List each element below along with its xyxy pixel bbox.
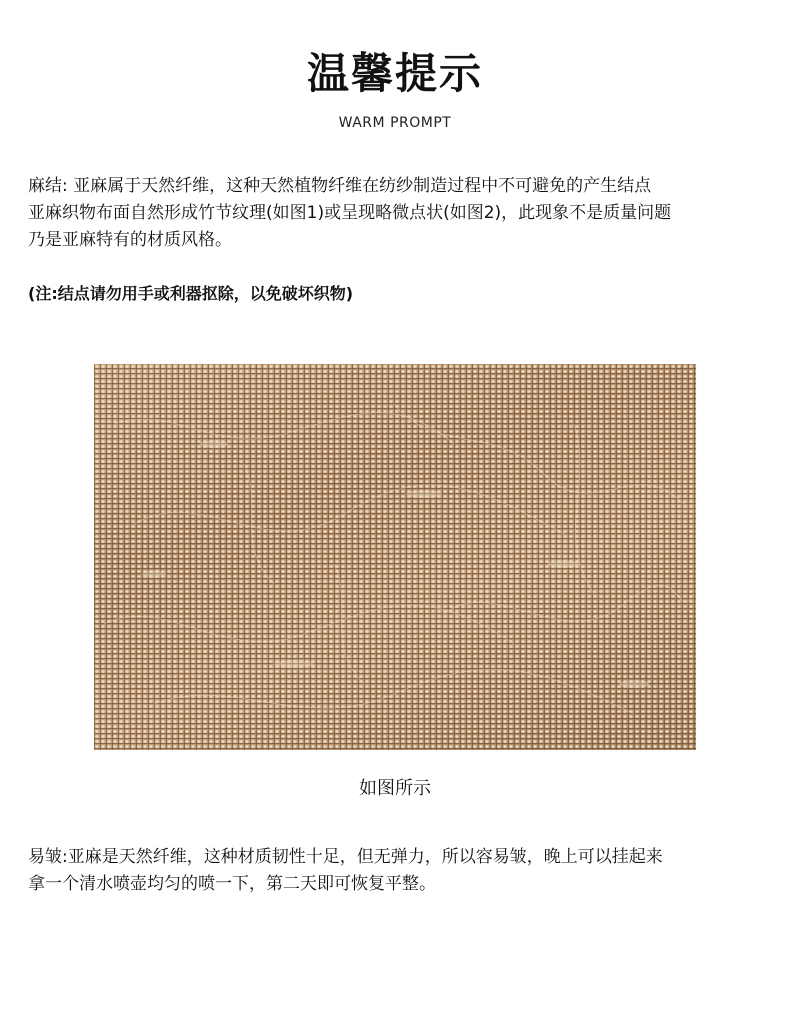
- loose-fiber: [444, 585, 694, 621]
- image-caption: 如图所示: [359, 778, 431, 799]
- loose-fiber: [114, 413, 454, 444]
- wrinkle-description: [28, 844, 768, 898]
- page-subtitle: WARM PROMPT: [338, 115, 452, 131]
- fabric-slub: [406, 490, 442, 498]
- loose-fiber: [134, 485, 564, 534]
- fabric-fiber-overlay: [94, 364, 696, 750]
- fabric-slub: [142, 570, 166, 578]
- wrinkle-description-line: 易皱:亚麻是天然纤维，这种材质韧性十足，但无弹力，所以容易皱，晚上可以挂起来: [28, 847, 663, 867]
- page-title: 温馨提示: [306, 49, 483, 98]
- fabric-slub: [274, 660, 314, 668]
- fabric-slub: [619, 680, 649, 688]
- loose-fiber: [394, 404, 684, 504]
- loose-fiber: [244, 464, 274, 584]
- knot-note: (注:结点请勿用手或利器抠除，以免破坏织物): [28, 284, 354, 303]
- knot-description-line: 乃是亚麻特有的材质风格。: [28, 230, 232, 250]
- knot-description-line: 麻结: 亚麻属于天然纤维，这种天然植物纤维在纺纱制造过程中不可避免的产生结点: [28, 176, 652, 196]
- loose-fiber: [104, 605, 514, 644]
- wrinkle-description-line: 拿一个清水喷壶均匀的喷一下，第二天即可恢复平整。: [28, 874, 436, 894]
- fabric-slub: [200, 440, 228, 448]
- loose-fiber: [574, 424, 594, 594]
- loose-fiber: [334, 564, 364, 684]
- loose-fiber: [154, 669, 634, 714]
- fabric-slub: [548, 560, 580, 568]
- knot-description: [28, 173, 768, 254]
- knot-description-line: 亚麻织物布面自然形成竹节纹理(如图1)或呈现略微点状(如图2)，此现象不是质量问题: [28, 203, 672, 223]
- linen-fabric-image: [94, 364, 696, 750]
